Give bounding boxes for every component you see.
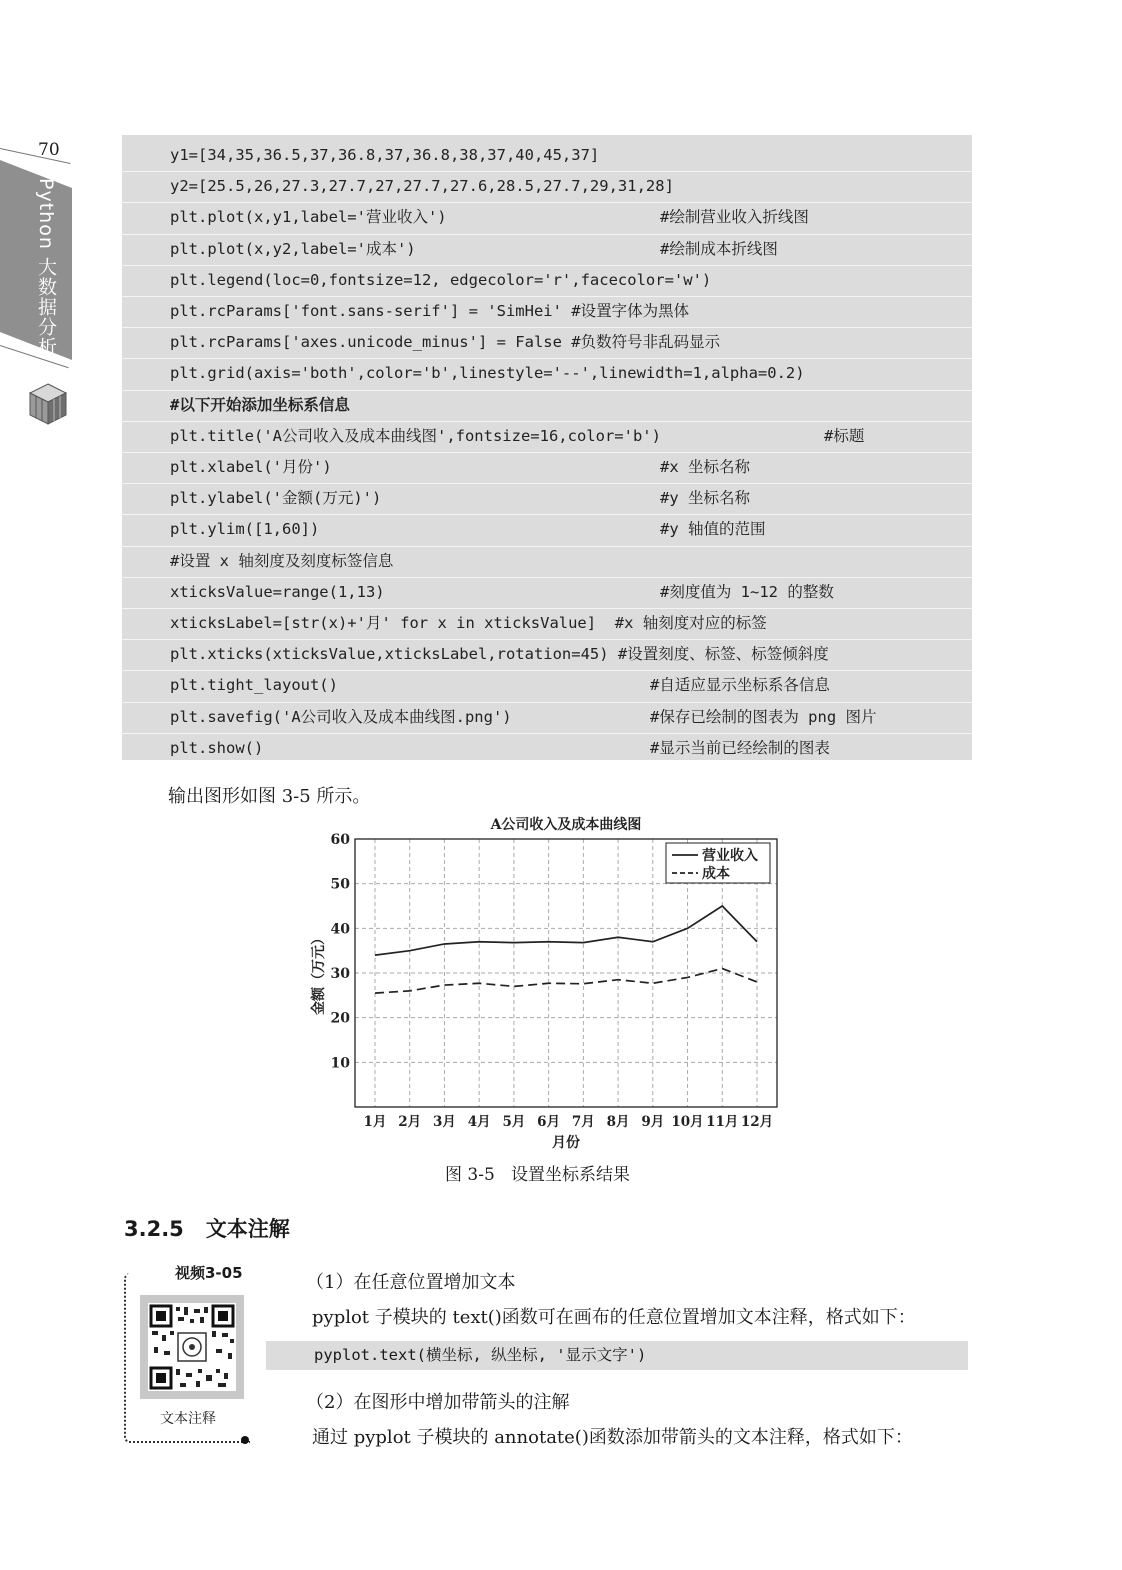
- figure-caption: 图 3-5 设置坐标系结果: [445, 1165, 630, 1185]
- y-axis-label: 金额（万元）: [311, 931, 327, 1015]
- cube-logo-icon: [26, 382, 70, 428]
- page-number: 70: [38, 140, 60, 160]
- x-tick-label: 9月: [641, 1114, 665, 1130]
- x-tick-label: 1月: [363, 1114, 387, 1130]
- x-tick-label: 7月: [571, 1114, 595, 1130]
- code-comment: #标题: [824, 426, 865, 445]
- code-line: #设置 x 轴刻度及刻度标签信息: [170, 551, 394, 570]
- subheading-2: （2）在图形中增加带箭头的注解: [306, 1392, 570, 1413]
- y-tick-label: 60: [330, 832, 350, 848]
- format-code-block: [266, 1341, 968, 1370]
- x-axis-label: 月份: [552, 1135, 580, 1151]
- y-tick-label: 10: [330, 1055, 350, 1072]
- x-tick-label: 8月: [606, 1114, 630, 1130]
- x-tick-label: 6月: [537, 1114, 561, 1130]
- code-comment: #自适应显示坐标系各信息: [650, 676, 830, 695]
- code-comment: #刻度值为 1~12 的整数: [660, 582, 834, 601]
- legend-label: 成本: [702, 866, 730, 882]
- code-line: plt.rcParams['font.sans-serif'] = 'SimHei' #设置字体为黑体: [170, 302, 690, 320]
- paragraph-1: pyplot 子模块的 text()函数可在画布的任意位置增加文本注释，格式如下：: [312, 1307, 916, 1328]
- code-line: plt.tight_layout(): [170, 676, 338, 695]
- code-line: plt.plot(x,y1,label='营业收入'): [170, 208, 447, 227]
- code-line: plt.rcParams['axes.unicode_minus'] = False #负数符号非乱码显示: [170, 333, 721, 352]
- code-line: plt.plot(x,y2,label='成本'): [170, 239, 416, 258]
- code-line: plt.show(): [170, 738, 264, 757]
- code-line: plt.legend(loc=0,fontsize=12, edgecolor='r',facecolor='w'): [170, 270, 712, 289]
- code-comment: #保存已绘制的图表为 png 图片: [650, 707, 877, 726]
- code-line: plt.grid(axis='both',color='b',linestyle='--',linewidth=1,alpha=0.2): [170, 364, 805, 383]
- code-line: plt.ylim([1,60]): [170, 520, 320, 539]
- x-tick-label: 10月: [671, 1114, 704, 1130]
- output-description: 输出图形如图 3-5 所示。: [168, 786, 371, 807]
- code-comment: #绘制成本折线图: [660, 239, 778, 258]
- x-tick-label: 12月: [740, 1114, 774, 1130]
- code-line: y1=[34,35,36.5,37,36.8,37,36.8,38,37,40,45,37]: [170, 146, 600, 164]
- y-tick-label: 30: [330, 966, 350, 982]
- dotted-frame-end: [241, 1436, 249, 1444]
- code-line: plt.ylabel('金额(万元)'): [170, 489, 382, 508]
- x-tick-label: 4月: [467, 1114, 491, 1130]
- code-comment: #显示当前已经绘制的图表: [650, 738, 830, 757]
- code-line: plt.savefig('A公司收入及成本曲线图.png'): [170, 707, 512, 726]
- x-tick-label: 5月: [502, 1114, 526, 1130]
- chart-title: A公司收入及成本曲线图: [490, 817, 642, 833]
- y-tick-label: 40: [330, 921, 350, 938]
- x-tick-label: 2月: [398, 1114, 422, 1130]
- legend-label: 营业收入: [702, 848, 758, 864]
- code-line: plt.title('A公司收入及成本曲线图',fontsize=16,color='b'): [170, 426, 661, 445]
- side-divider-top: [0, 148, 71, 164]
- side-tab-title: Python 大数据分析: [35, 178, 57, 357]
- video-label: 视频3-05: [175, 1264, 243, 1282]
- line-chart: [305, 812, 805, 1157]
- code-line: plt.xticks(xticksValue,xticksLabel,rotation=45) #设置刻度、标签、标签倾斜度: [170, 645, 829, 664]
- code-comment: #y 轴值的范围: [660, 520, 766, 539]
- subheading-1: （1）在任意位置增加文本: [306, 1272, 516, 1293]
- qr-code-icon[interactable]: [140, 1295, 244, 1399]
- video-caption: 文本注释: [160, 1411, 216, 1427]
- section-title: 3.2.5 文本注解: [124, 1217, 290, 1241]
- code-line: y2=[25.5,26,27.3,27.7,27,27.7,27.6,28.5,27.7,29,31,28]: [170, 177, 674, 196]
- code-comment: #x 坐标名称: [660, 458, 750, 476]
- code-line: xticksLabel=[str(x)+'月' for x in xticksValue] #x 轴刻度对应的标签: [170, 614, 767, 632]
- code-line: plt.xlabel('月份'): [170, 458, 332, 476]
- code-block: [122, 135, 972, 760]
- x-tick-label: 11月: [706, 1114, 739, 1130]
- format-code-line: pyplot.text(横坐标, 纵坐标, '显示文字'): [314, 1346, 647, 1364]
- code-line: #以下开始添加坐标系信息: [170, 395, 350, 414]
- paragraph-2: 通过 pyplot 子模块的 annotate()函数添加带箭头的文本注释，格式如下：: [312, 1427, 913, 1448]
- y-tick-label: 20: [330, 1010, 350, 1027]
- code-line: xticksValue=range(1,13): [170, 582, 385, 601]
- code-comment: #绘制营业收入折线图: [660, 208, 809, 227]
- code-comment: #y 坐标名称: [660, 489, 750, 508]
- y-tick-label: 50: [330, 876, 350, 893]
- x-tick-label: 3月: [433, 1114, 456, 1130]
